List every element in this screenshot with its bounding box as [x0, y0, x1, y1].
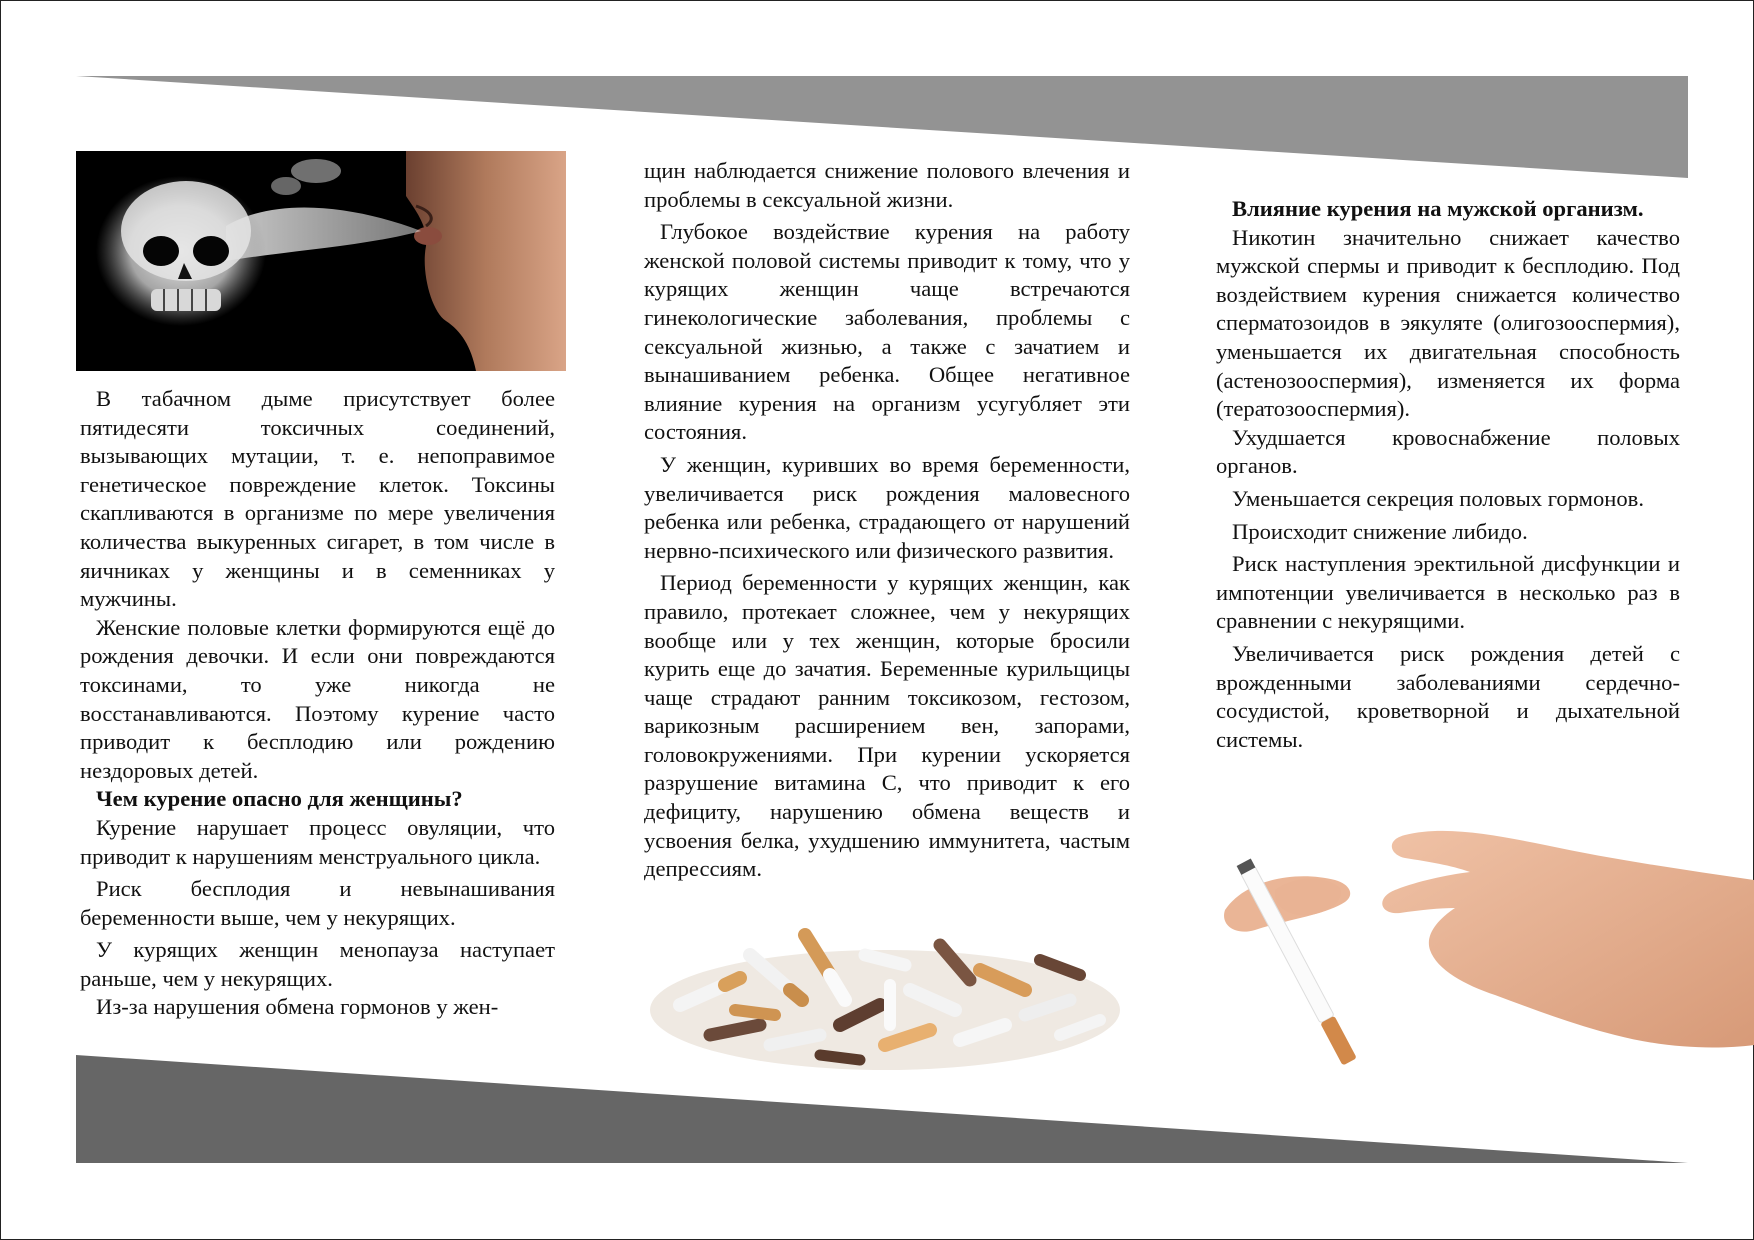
paragraph: У курящих женщин менопауза наступает раньше, чем у некурящих.: [80, 937, 555, 991]
column-women-continued: [644, 157, 1130, 884]
paragraph: Из-за нарушения обмена гормонов у жен-: [96, 994, 499, 1020]
paragraph: Риск бесплодия и невынашивания беременности выше, чем у некурящих.: [80, 876, 555, 930]
hand-cigarette-image: [1215, 820, 1754, 1100]
paragraph: Женские половые клетки формируются ещё до рождения девочки. И если они повреждаются токсинами, то уже никогда не восстанавливаются. Поэтому курение часто приводит к бесплодию или рождению нездоровых детей.: [80, 614, 555, 783]
heading-men: Влияние курения на мужской организм.: [1232, 196, 1644, 221]
smoke-skull-image: [76, 151, 566, 371]
cigarette-butts-image: [640, 915, 1130, 1080]
paragraph: Никотин значительно снижает качество мужской спермы и приводит к бесплодию. Под воздействием курения снижается количество сперматозоидов в эякуляте (олигозооспермия), уменьшается их двигательная способность (астенозооспермия), изменяется их форма (тератозооспермия).: [1216, 224, 1680, 422]
heading-women: Чем курение опасно для женщины?: [96, 786, 463, 812]
paragraph: Ухудшается кровоснабжение половых органов.: [1216, 424, 1680, 479]
paragraph: В табачном дыме присутствует более пятидесяти токсичных соединений, вызывающих мутации, т. е. непоправимое генетическое повреждение клеток. Токсины скапливаются в организме по мере увеличения количества выкуренных сигарет, в том числе в яичниках у женщины и в семенниках у мужчины.: [80, 386, 555, 612]
column-women-intro: [80, 385, 555, 1022]
paragraph: У женщин, куривших во время беременности, увеличивается риск рождения маловесного ребенка или ребенка, страдающего от нарушений нервно-психического или физического развития.: [644, 451, 1130, 563]
column-men: [1216, 195, 1680, 754]
paragraph: Риск наступления эректильной дисфункции и импотенции увеличивается в несколько раз в сравнении с некурящими.: [1216, 551, 1680, 634]
paragraph: Уменьшается секреция половых гормонов.: [1232, 485, 1644, 511]
paragraph: Увеличивается риск рождения детей с врожденными заболеваниями сердечно-сосудистой, кроветворной и дыхательной системы.: [1216, 640, 1680, 752]
paragraph: Курение нарушает процесс овуляции, что приводит к нарушениям менструального цикла.: [80, 814, 555, 869]
paragraph: Глубокое воздействие курения на работу женской половой системы приводит к тому, что у курящих женщин чаще встречаются гинекологические заболевания, проблемы с сексуальной жизнью, а также с зачатием и вынашиванием ребенка. Общее негативное влияние курения на организм усугубляет эти состояния.: [644, 219, 1130, 445]
paragraph: Происходит снижение либидо.: [1232, 518, 1528, 544]
paragraph: Период беременности у курящих женщин, как правило, протекает сложнее, чем у некурящих вообще или у тех женщин, которые бросили курить еще до зачатия. Беременные курильщицы чаще страдают ранним токсикозом, гестозом, варикозным расширением вен, запорами, головокружениями. При курении ускоряется разрушение витамина С, что приводит к его дефициту, нарушению обмена веществ и усвоения белка, ухудшению иммунитета, частым депрессиям.: [644, 570, 1130, 882]
paragraph: щин наблюдается снижение полового влечения и проблемы в сексуальной жизни.: [644, 158, 1130, 212]
